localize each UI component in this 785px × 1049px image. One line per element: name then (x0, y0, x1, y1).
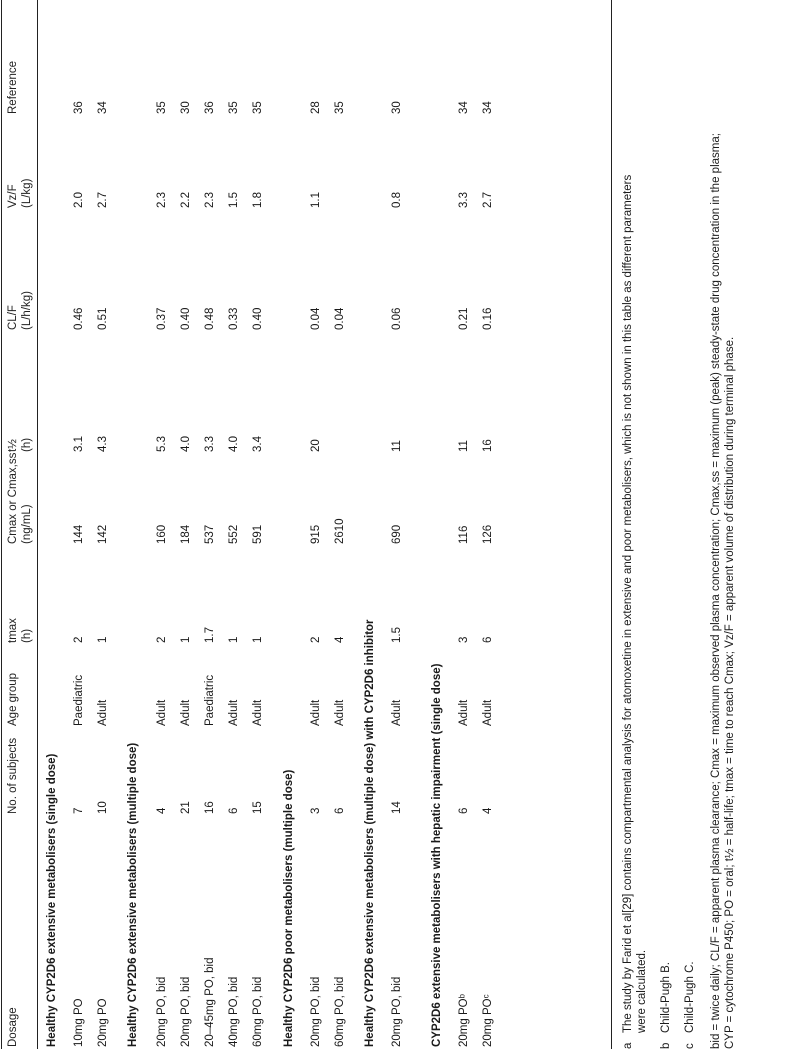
cell-dosage: 20mg POᶜ (482, 994, 494, 1047)
abbreviations-line-1 (710, 9, 723, 1049)
cell-subjects: 14 (391, 801, 403, 814)
cell-cmax: 184 (180, 524, 192, 544)
cell-vzf: 2.7 (97, 192, 109, 208)
cell-ref: 35 (252, 101, 264, 114)
cell-vzf: 2.3 (204, 192, 216, 208)
cell-subjects: 15 (252, 801, 264, 814)
cell-dosage: 20mg PO, bid (156, 976, 168, 1047)
header-dosage: Dosage (7, 1007, 19, 1047)
cell-tmax: 2 (73, 636, 85, 643)
header-tmax-unit: (h) (21, 628, 33, 643)
section-title: Healthy CYP2D6 extensive metabolisers (multiple dose) with CYP2D6 inhibitor (364, 619, 376, 1047)
cell-clf: 0.48 (204, 307, 216, 330)
cell-tmax: 1 (97, 636, 109, 643)
header-subjects: No. of subjects (7, 737, 19, 814)
cell-clf: 0.40 (252, 307, 264, 330)
cell-subjects: 21 (180, 801, 192, 814)
cell-ref: 34 (458, 101, 470, 114)
cell-age: Adult (97, 699, 109, 726)
cell-dosage: 20mg PO, bid (310, 976, 322, 1047)
cell-tmax: 1 (228, 636, 240, 643)
cell-ref: 34 (482, 101, 494, 114)
cell-ref: 36 (73, 101, 85, 114)
cell-age: Adult (156, 699, 168, 726)
cell-clf: 0.04 (310, 307, 322, 330)
header-cmax: Cmax or Cmax,ss (7, 452, 19, 544)
cell-clf: 0.33 (228, 307, 240, 330)
abbreviations-line-2 (724, 9, 737, 1049)
cell-vzf: 0.8 (391, 192, 403, 208)
cell-ref: 30 (391, 101, 403, 114)
cell-cmax: 160 (156, 524, 168, 544)
footnote-c-tag: c (684, 1043, 696, 1049)
cell-clf: 0.06 (391, 307, 403, 330)
cell-cmax: 142 (97, 524, 109, 544)
cell-thalf: 3.4 (252, 436, 264, 452)
cell-vzf: 1.8 (252, 192, 264, 208)
cell-tmax: 1.5 (391, 627, 403, 643)
cell-dosage: 20mg PO, bid (391, 976, 403, 1047)
cell-vzf: 2.0 (73, 192, 85, 208)
cell-age: Adult (252, 699, 264, 726)
cell-tmax: 1 (180, 636, 192, 643)
cell-subjects: 3 (310, 807, 322, 814)
cell-subjects: 7 (73, 807, 85, 814)
cell-tmax: 2 (310, 636, 322, 643)
cell-clf: 0.40 (180, 307, 192, 330)
cell-dosage: 20–45mg PO, bid (204, 957, 216, 1047)
cell-cmax: 915 (310, 524, 322, 544)
cell-dosage: 60mg PO, bid (252, 976, 264, 1047)
cell-clf: 0.21 (458, 307, 470, 330)
cell-vzf: 2.2 (180, 192, 192, 208)
cell-dosage: 20mg PO, bid (180, 976, 192, 1047)
cell-clf: 0.04 (334, 307, 346, 330)
cell-thalf: 11 (391, 440, 403, 452)
cell-ref: 35 (228, 101, 240, 114)
cell-vzf: 3.3 (458, 192, 470, 208)
cell-tmax: 2 (156, 636, 168, 643)
cell-tmax: 3 (458, 636, 470, 643)
cell-subjects: 6 (228, 807, 240, 814)
cell-tmax: 6 (482, 636, 494, 643)
cell-ref: 36 (204, 101, 216, 114)
cell-thalf: 4.0 (180, 436, 192, 452)
cell-age: Adult (482, 699, 494, 726)
cell-age: Adult (228, 699, 240, 726)
table-bottom-rule (611, 0, 612, 1049)
header-tmax: tmax (7, 618, 19, 643)
footnote-c (683, 0, 697, 1049)
cell-age: Adult (180, 699, 192, 726)
footnote-c-text: Child-Pugh C. (684, 961, 696, 1033)
cell-dosage: 60mg PO, bid (334, 976, 346, 1047)
section-title: Healthy CYP2D6 poor metabolisers (multiple dose) (283, 769, 295, 1047)
cell-cmax: 116 (458, 525, 470, 544)
cell-cmax: 144 (73, 524, 85, 544)
cell-age: Adult (391, 699, 403, 726)
cell-ref: 35 (156, 101, 168, 114)
header-vzf: Vz/F (7, 184, 19, 208)
cell-subjects: 10 (97, 801, 109, 814)
cell-ref: 28 (310, 101, 322, 114)
section-title: CYP2D6 extensive metabolisers with hepatic impairment (single dose) (431, 663, 443, 1047)
header-vzf-unit: (L/kg) (21, 178, 33, 208)
cell-tmax: 4 (334, 636, 346, 643)
cell-cmax: 690 (391, 524, 403, 544)
cell-thalf: 4.3 (97, 436, 109, 452)
cell-thalf: 16 (482, 439, 494, 452)
cell-dosage: 20mg POᵇ (458, 994, 470, 1047)
section-title: Healthy CYP2D6 extensive metabolisers (single dose) (46, 753, 58, 1047)
abbreviations-text-2: CYP = cytochrome P450; PO = oral; t½ = half-life; tmax = time to reach Cmax; Vz/F = apparent volume of distribution during terminal phase. (724, 336, 736, 1049)
footnote-a-continued (635, 0, 649, 1049)
footnote-b-tag: b (660, 1042, 672, 1049)
cell-age: Adult (334, 699, 346, 726)
header-clf-unit: (L/h/kg) (21, 291, 33, 330)
cell-subjects: 6 (334, 807, 346, 814)
cell-clf: 0.37 (156, 307, 168, 330)
cell-cmax: 126 (482, 524, 494, 544)
cell-vzf: 2.7 (482, 192, 494, 208)
cell-vzf: 1.1 (310, 192, 322, 208)
cell-thalf: 3.3 (204, 436, 216, 452)
cell-age: Adult (310, 699, 322, 726)
cell-subjects: 4 (482, 807, 494, 814)
cell-dosage: 10mg PO (73, 998, 85, 1047)
cell-thalf: 20 (310, 439, 322, 452)
cell-subjects: 16 (204, 801, 216, 814)
cell-cmax: 552 (228, 524, 240, 544)
cell-cmax: 537 (204, 524, 216, 544)
cell-tmax: 1.7 (204, 627, 216, 643)
cell-cmax: 591 (252, 524, 264, 544)
cell-vzf: 1.5 (228, 192, 240, 208)
cell-ref: 35 (334, 101, 346, 114)
cell-thalf: 4.0 (228, 436, 240, 452)
cell-ref: 34 (97, 101, 109, 114)
cell-thalf: 5.3 (156, 436, 168, 452)
header-cmax-unit: (ng/mL) (21, 504, 33, 544)
cell-dosage: 20mg PO (97, 998, 109, 1047)
cell-age: Adult (458, 699, 470, 726)
cell-tmax: 1 (252, 636, 264, 643)
footnote-a (621, 0, 635, 1049)
cell-clf: 0.51 (97, 307, 109, 330)
footnote-a-line2: were calculated. (636, 949, 648, 1033)
footnote-b (659, 0, 673, 1049)
section-title: Healthy CYP2D6 extensive metabolisers (multiple dose) (127, 742, 139, 1047)
footnote-a-line1: The study by Farid et al[29] contains compartmental analysis for atomoxetine in extensive and poor metabolisers, which is not shown in this table as different parameters (622, 174, 634, 1033)
abbreviations-text-1: bid = twice daily; CL/F = apparent plasma clearance; Cmax = maximum observed plasma concentration; Cmax,ss = maximum (peak) steady-state drug concentration in the plasma; (710, 133, 722, 1049)
header-clf: CL/F (7, 305, 19, 330)
cell-clf: 0.46 (73, 307, 85, 330)
cell-thalf: 3.1 (73, 436, 85, 452)
cell-clf: 0.16 (482, 307, 494, 330)
cell-dosage: 40mg PO, bid (228, 976, 240, 1047)
cell-subjects: 6 (458, 807, 470, 814)
header-thalf: t½ (7, 439, 19, 452)
cell-vzf: 2.3 (156, 192, 168, 208)
table-top-rule (1, 0, 2, 1049)
header-age: Age group (7, 672, 19, 726)
cell-age: Paediatric (204, 674, 216, 726)
header-reference: Reference (7, 60, 19, 114)
header-thalf-unit: (h) (21, 437, 33, 452)
footnote-b-text: Child-Pugh B. (660, 962, 672, 1033)
cell-thalf: 11 (458, 440, 470, 452)
cell-cmax: 2610 (334, 518, 346, 544)
cell-subjects: 4 (156, 807, 168, 814)
cell-ref: 30 (180, 101, 192, 114)
cell-age: Paediatric (73, 674, 85, 726)
footnote-a-tag: a (622, 1042, 634, 1049)
table-header-rule (37, 0, 38, 1049)
